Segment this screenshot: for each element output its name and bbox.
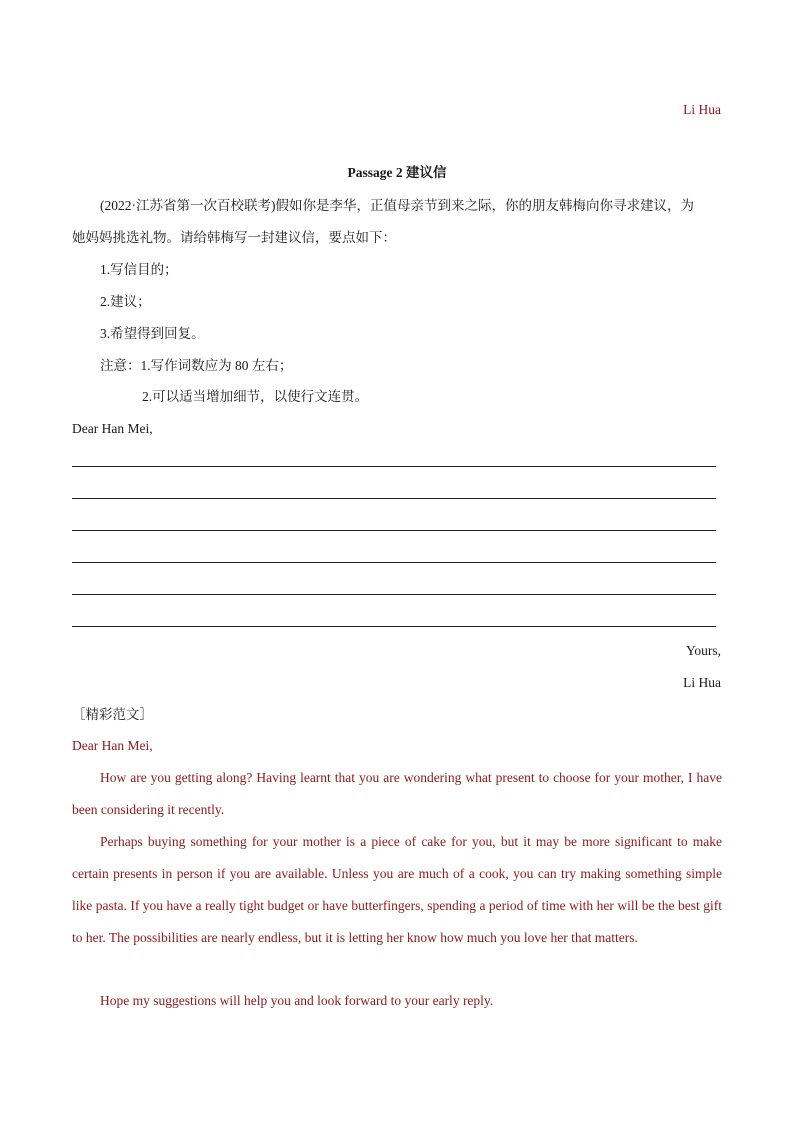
point-2: 2.建议； [100,294,151,309]
sample-greeting: Dear Han Mei, [72,738,153,753]
writing-line [72,498,716,499]
sample-paragraph-3: Hope my suggestions will help you and look forward to your early reply. [100,993,494,1008]
prompt-line-1: (2022·江苏省第一次百校联考)假如你是李华，正值母亲节到来之际，你的朋友韩梅向你寻求建议，为 [100,198,694,213]
point-1: 1.写信目的； [100,262,178,277]
letter-closing: Yours, [685,643,721,658]
sample-label: ［精彩范文］ [72,707,153,722]
letter-signature: Li Hua [683,675,721,690]
sample-paragraph-1: How are you getting along? Having learnt that you are wondering what present to choose for your mother, I have been considering it recently. [72,770,722,817]
note-2: 2.可以适当增加细节，以使行文连贯。 [142,389,369,404]
writing-line [72,594,716,595]
letter-greeting: Dear Han Mei, [72,421,153,436]
point-3: 3.希望得到回复。 [100,326,205,341]
passage-title: Passage 2 建议信 [347,165,447,180]
writing-line [72,530,716,531]
writing-line [72,562,716,563]
writing-line [72,466,716,467]
top-signature: Li Hua [683,102,721,117]
writing-line [72,626,716,627]
prompt-line-2: 她妈妈挑选礼物。请给韩梅写一封建议信，要点如下： [72,230,396,245]
note-1: 注意：1.写作词数应为 80 左右； [100,358,293,373]
sample-paragraph-2: Perhaps buying something for your mother is a piece of cake for you, but it may be more significant to make certain presents in person if you are available. Unless you are much of a cook, you can try making something simple like pasta. If you have a really tight budget or have butterfingers, spending a period of time with her will be the best gift to her. The possibilities are nearly endless, but it is letting her know how much you love her that matters. [72,834,722,945]
